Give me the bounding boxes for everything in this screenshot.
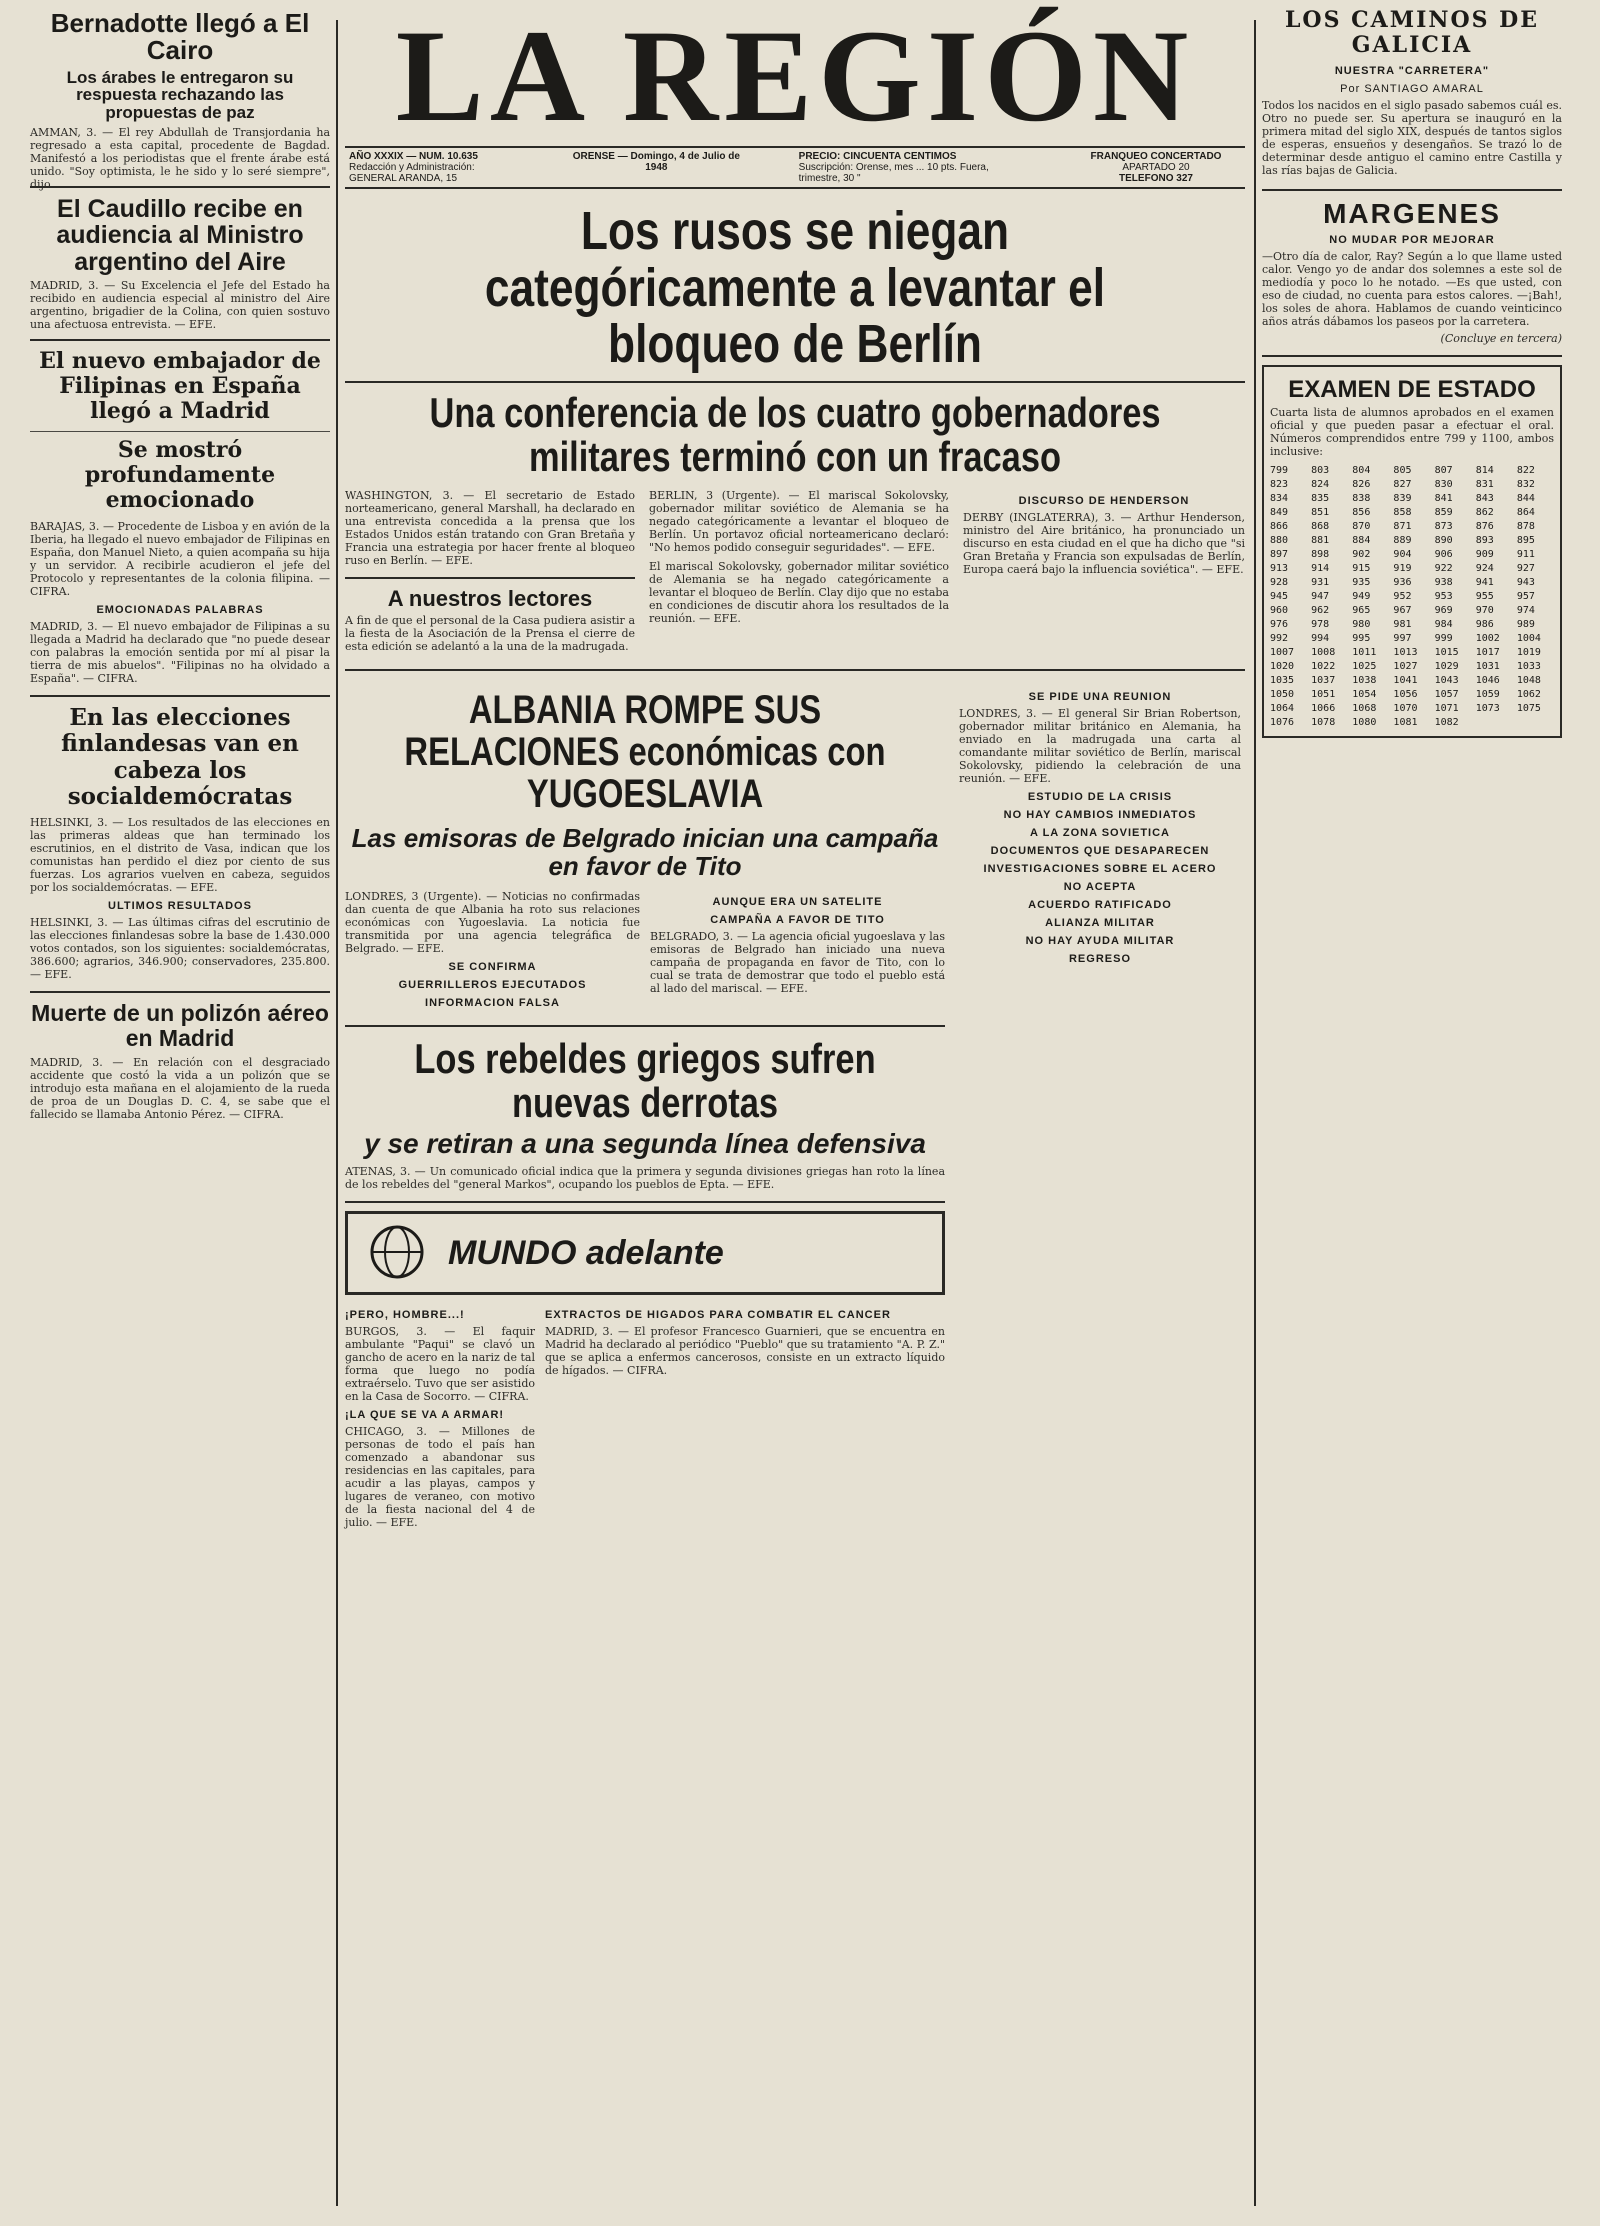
grade-number: 1004	[1516, 633, 1541, 645]
grade-number: 989	[1516, 619, 1535, 631]
subhead-henderson: DISCURSO DE HENDERSON	[1018, 495, 1190, 508]
grade-number: 868	[1311, 521, 1330, 533]
headline-emocionado: Se mostró profundamente emocionado	[84, 436, 276, 514]
article-london: LONDRES, 3. — El general Sir Brian Robertson, gobernador militar británico en Alemania, ha enviado en la madrugada una carta al comandante militar soviético de Berlín, mariscal Sokolovsky, pidiendo la celebración de una reunión. — EFE.	[959, 707, 1241, 786]
grade-number: 947	[1311, 591, 1330, 603]
subhead-reunion: SE PIDE UNA REUNION	[1028, 691, 1172, 704]
subhead-armar: ¡LA QUE SE VA A ARMAR!	[345, 1408, 505, 1421]
grade-number: 919	[1393, 563, 1412, 575]
center-column	[345, 0, 1245, 1529]
grade-number: 904	[1393, 549, 1412, 561]
grade-number: 866	[1270, 521, 1289, 533]
grade-number: 864	[1516, 507, 1535, 519]
mundo-adelante-box	[345, 1211, 945, 1295]
grade-number: 980	[1352, 619, 1371, 631]
grade-number: 884	[1352, 535, 1371, 547]
grade-number: 1059	[1475, 689, 1500, 701]
article-higados: MADRID, 3. — El profesor Francesco Guarnieri, que se encuentra en Madrid ha declarado al periódico "Pueblo" que su tratamiento "A. P. Z." que se aplica a enfermos cancerosos, consiste en un extracto líquido de hígados. — CIFRA.	[545, 1324, 945, 1377]
margenes-subtitle: NO MUDAR POR MEJORAR	[1329, 233, 1495, 246]
grade-number: 909	[1475, 549, 1494, 561]
grade-number: 999	[1434, 633, 1453, 645]
subhead-cambios: NO HAY CAMBIOS INMEDIATOS	[1003, 809, 1197, 822]
grade-number: 830	[1434, 479, 1453, 491]
grade-number: 1070	[1393, 703, 1418, 715]
subhead-pero-hombre: ¡PERO, HOMBRE...!	[345, 1308, 465, 1321]
grade-number: 960	[1270, 605, 1289, 617]
grade-number: 1002	[1475, 633, 1500, 645]
caminos-author: Por SANTIAGO AMARAL	[1340, 82, 1484, 95]
subhead-no-ayuda: NO HAY AYUDA MILITAR	[1025, 935, 1175, 948]
article-washington: WASHINGTON, 3. — El secretario de Estado norteamericano, general Marshall, ha declarado en una entrevista concedida a la prensa que los Estados Unidos están tratando con Gran Bretaña y Francia una estrategia por hacer frente al bloqueo ruso en Berlín. — EFE.	[345, 489, 635, 568]
headline-albania: ALBANIA ROMPE SUS RELACIONES económicas con YUGOESLAVIA	[404, 688, 886, 817]
grade-number: 856	[1352, 507, 1371, 519]
article-margenes: —Otro día de calor, Ray? Según a lo que llame usted calor. Vengo yo de andar dos solemnes a este sol de mediodía y poco lo he notado. —Es que usted, con eso de ciudad, no cuenta para estos calores. —¡Bah!, los soles de ahora. Hablamos de cuando veinticinco años atrás dábamos los paseos por la carretera.	[1262, 249, 1562, 328]
grade-number: 1071	[1434, 703, 1459, 715]
masthead-postage: FRANQUEO CONCERTADO	[1090, 151, 1222, 162]
grade-number: 871	[1393, 521, 1412, 533]
grade-number: 841	[1434, 493, 1453, 505]
grade-number: 984	[1434, 619, 1453, 631]
headline-lectores: A nuestros lectores	[387, 586, 593, 612]
grade-number: 1007	[1270, 647, 1295, 659]
grade-number: 862	[1475, 507, 1494, 519]
article-albania: LONDRES, 3 (Urgente). — Noticias no confirmadas dan cuenta de que Albania ha roto sus relaciones económicas con Yugoeslavia. La noticia fue transmitida por una agencia telegráfica de Belgrado. — EFE.	[345, 889, 640, 955]
caminos-subtitle: NUESTRA "CARRETERA"	[1334, 64, 1490, 77]
subhead-regreso: REGRESO	[1068, 953, 1131, 966]
grade-number: 1025	[1352, 661, 1377, 673]
grade-number: 1078	[1311, 717, 1336, 729]
grade-number: 962	[1311, 605, 1330, 617]
mundo-logo-text: MUNDO adelante	[448, 1233, 724, 1272]
subhead-confirma: SE CONFIRMA	[448, 960, 537, 973]
subhead-satelite: AUNQUE ERA UN SATELITE	[712, 895, 883, 908]
grade-number: 897	[1270, 549, 1289, 561]
grade-number: 1068	[1352, 703, 1377, 715]
grade-number: 955	[1475, 591, 1494, 603]
article-caminos: Todos los nacidos en el siglo pasado sabemos cuál es. Otro no puede ser. Su apertura se inauguró en la primera mitad del siglo XIX, después de tantos siglos de esperas, ensueños y desengaños. Se trazó lo de determinar desde antiguo el camino entre Castilla y las rías bajas de Galicia.	[1262, 98, 1562, 177]
masthead-info-row	[345, 146, 1245, 189]
examen-intro: Cuarta lista de alumnos aprobados en el examen oficial y que pueden pasar a efectuar el oral. Números comprendidos entre 799 y 1100, ambos inclusive:	[1270, 406, 1554, 459]
grade-number: 941	[1475, 577, 1494, 589]
headline-polizon: Muerte de un polizón aéreo en Madrid	[31, 1000, 329, 1051]
headline-bernadotte: Bernadotte llegó a El Cairo	[50, 8, 310, 66]
subhead-documentos: DOCUMENTOS QUE DESAPARECEN	[990, 845, 1210, 858]
grade-number: 807	[1434, 465, 1453, 477]
left-column	[30, 0, 330, 1121]
grade-number: 1031	[1475, 661, 1500, 673]
examen-box	[1262, 365, 1562, 738]
grade-number: 824	[1311, 479, 1330, 491]
grade-number: 1011	[1352, 647, 1377, 659]
grade-number: 1017	[1475, 647, 1500, 659]
article-griegos: ATENAS, 3. — Un comunicado oficial indica que la primera y segunda divisiones griegas han roto la línea de los rebeldes del "general Markos", ocupando los pueblos de Epta. — EFE.	[345, 1164, 945, 1191]
grade-number: 827	[1393, 479, 1412, 491]
continuation-note: (Concluye en tercera)	[1440, 331, 1562, 345]
article-ultimos: HELSINKI, 3. — Las últimas cifras del escrutinio de las elecciones finlandesas sobre la base de 1.430.000 votos contados, son los siguientes: socialdemócratas, 386.600; agrarios, 346.900; conservadores, 235.800. — EFE.	[30, 916, 330, 982]
grade-number: 1057	[1434, 689, 1459, 701]
grade-number: 974	[1516, 605, 1535, 617]
grade-number: 893	[1475, 535, 1494, 547]
grade-number: 804	[1352, 465, 1371, 477]
article-bernadotte: AMMAN, 3. — El rey Abdullah de Transjordania ha regresado a esta capital, procedente de Bagdad. Manifestó a los periodistas que el frente árabe está unido. "Soy optimista, le he sido y lo seré siempre", dijo.	[30, 126, 330, 192]
grade-number: 953	[1434, 591, 1453, 603]
grade-number: 936	[1393, 577, 1412, 589]
grade-number: 1066	[1311, 703, 1336, 715]
grade-number: 913	[1270, 563, 1289, 575]
subhead-estudio: ESTUDIO DE LA CRISIS	[1027, 791, 1173, 804]
grade-number: 873	[1434, 521, 1453, 533]
grade-number: 832	[1516, 479, 1535, 491]
grade-number: 1054	[1352, 689, 1377, 701]
subhead-bernadotte: Los árabes le entregaron su respuesta rechazando las propuestas de paz	[66, 67, 294, 123]
subhead-higados: EXTRACTOS DE HIGADOS PARA COMBATIR EL CANCER	[545, 1308, 891, 1321]
masthead-redaccion: Redacción y Administración: GENERAL ARANDA, 15	[349, 162, 475, 184]
subhead-investigaciones: INVESTIGACIONES SOBRE EL ACERO	[983, 863, 1217, 876]
grade-number: 952	[1393, 591, 1412, 603]
grade-number: 843	[1475, 493, 1494, 505]
masthead-issue: AÑO XXXIX — NUM. 10.635	[349, 151, 478, 162]
subhead-ultimos: ULTIMOS RESULTADOS	[108, 900, 252, 913]
grade-number: 1076	[1270, 717, 1295, 729]
article-finlandia: HELSINKI, 3. — Los resultados de las elecciones en las primeras aldeas que han terminado los escrutinios, en el distrito de Vasa, indican que los comunistas han perdido el diez por ciento de sus fuerzas. Los agrarios vuelven en cabeza, seguidos por los socialdemócratas. — EFE.	[30, 816, 330, 895]
grade-number: 803	[1311, 465, 1330, 477]
headline-margenes: MARGENES	[1323, 197, 1501, 229]
subhead-griegos: y se retiran a una segunda línea defensiva	[364, 1128, 926, 1160]
article-lectores: A fin de que el personal de la Casa pudiera asistir a la fiesta de la Asociación de la Prensa el cierre de esta edición se adelantó a la una de la madrugada.	[345, 614, 635, 654]
grade-number: 949	[1352, 591, 1371, 603]
grade-number: 978	[1311, 619, 1330, 631]
grade-number: 889	[1393, 535, 1412, 547]
grade-number: 992	[1270, 633, 1289, 645]
grade-number: 898	[1311, 549, 1330, 561]
grade-number: 938	[1434, 577, 1453, 589]
grade-number: 924	[1475, 563, 1494, 575]
grade-number: 986	[1475, 619, 1494, 631]
grade-number: 1013	[1393, 647, 1418, 659]
grade-number: 878	[1516, 521, 1535, 533]
headline-caminos: LOS CAMINOS DE GALICIA	[1284, 7, 1540, 59]
subhead-no-acepta: NO ACEPTA	[1063, 881, 1137, 894]
grade-number: 849	[1270, 507, 1289, 519]
grade-number: 1046	[1475, 675, 1500, 687]
grade-number: 1051	[1311, 689, 1336, 701]
grade-number: 1022	[1311, 661, 1336, 673]
grade-number: 1064	[1270, 703, 1295, 715]
grade-number: 823	[1270, 479, 1289, 491]
grade-number: 931	[1311, 577, 1330, 589]
grade-number: 927	[1516, 563, 1535, 575]
grade-number: 915	[1352, 563, 1371, 575]
grade-number: 814	[1475, 465, 1494, 477]
grade-number: 839	[1393, 493, 1412, 505]
grade-number: 911	[1516, 549, 1535, 561]
grade-number: 1043	[1434, 675, 1459, 687]
grade-number: 976	[1270, 619, 1289, 631]
article-henderson: DERBY (INGLATERRA), 3. — Arthur Henderson, ministro del Aire británico, ha pronunciado un discurso en esta ciudad en el que ha dicho que "si Gran Bretaña y Francia son expulsadas de Berlín, Europa caerá bajo la influencia soviética". — EFE.	[963, 511, 1245, 577]
second-headline: Una conferencia de los cuatro gobernadores militares terminó con un fracaso	[429, 389, 1161, 481]
grade-number: 957	[1516, 591, 1535, 603]
grade-number: 970	[1475, 605, 1494, 617]
subhead-tito: CAMPAÑA A FAVOR DE TITO	[710, 913, 885, 926]
grade-number: 805	[1393, 465, 1412, 477]
grade-number: 834	[1270, 493, 1289, 505]
masthead-apartado: APARTADO 20	[1122, 162, 1190, 173]
headline-finlandia: En las elecciones finlandesas van en cabeza los socialdemócratas	[61, 703, 299, 810]
grade-number: 1048	[1516, 675, 1541, 687]
grade-number: 935	[1352, 577, 1371, 589]
grade-number: 799	[1270, 465, 1289, 477]
masthead-subscription: Suscripción: Orense, mes ... 10 pts. Fuera, trimestre, 30 "	[798, 162, 989, 184]
grade-number: 1038	[1352, 675, 1377, 687]
grade-number: 1082	[1434, 717, 1459, 729]
subhead-acuerdo: ACUERDO RATIFICADO	[1028, 899, 1172, 912]
right-column	[1262, 0, 1562, 738]
subhead-emocionadas: EMOCIONADAS PALABRAS	[96, 603, 264, 616]
article-sokolovsky: El mariscal Sokolovsky, gobernador militar soviético de Alemania se ha negado categóricamente a levantar el bloqueo de Berlín. Clay dijo que no estaba en condiciones de discutir ahora los resultados de la reunión. — EFE.	[649, 560, 949, 626]
headline-caudillo: El Caudillo recibe en audiencia al Ministro argentino del Aire	[56, 195, 304, 276]
grade-number: 914	[1311, 563, 1330, 575]
examen-grade-list	[1270, 464, 1554, 730]
subhead-alianza: ALIANZA MILITAR	[1045, 917, 1155, 930]
article-filipinas: BARAJAS, 3. — Procedente de Lisboa y en avión de la Iberia, ha llegado el nuevo embajador de Filipinas en España, don Manuel Nieto, a quien acompaña su hija y un servidor. A recibirle acudieron el jefe del Protocolo y representantes de la colonia filipina. — CIFRA.	[30, 519, 330, 598]
grade-number: 838	[1352, 493, 1371, 505]
grade-number: 943	[1516, 577, 1535, 589]
grade-number: 1037	[1311, 675, 1336, 687]
grade-number: 880	[1270, 535, 1289, 547]
grade-number: 1035	[1270, 675, 1295, 687]
main-headline: Los rusos se niegan categóricamente a levantar el bloqueo de Berlín	[484, 201, 1106, 375]
headline-examen: EXAMEN DE ESTADO	[1288, 375, 1536, 403]
grade-number: 1081	[1393, 717, 1418, 729]
article-emocionadas: MADRID, 3. — El nuevo embajador de Filipinas a su llegada a Madrid ha declarado que "no puede desear con palabras la emoción sentida por mí al pisar la tierra de mis abuelos". "Filipinas no ha olvidado a España". — CIFRA.	[30, 619, 330, 685]
grade-number: 906	[1434, 549, 1453, 561]
grade-number: 881	[1311, 535, 1330, 547]
grade-number: 981	[1393, 619, 1412, 631]
grade-number: 1073	[1475, 703, 1500, 715]
article-pero-hombre: BURGOS, 3. — El faquir ambulante "Paqui" se clavó un gancho de acero en la nariz de tal forma que luego no podía extraérselo. Tuvo que ser asistido en la Casa de Socorro. — CIFRA.	[345, 1324, 535, 1403]
grade-number: 858	[1393, 507, 1412, 519]
grade-number: 994	[1311, 633, 1330, 645]
grade-number: 965	[1352, 605, 1371, 617]
grade-number: 902	[1352, 549, 1371, 561]
headline-griegos: Los rebeldes griegos sufren nuevas derrotas	[414, 1034, 876, 1127]
subhead-guerrilleros: GUERRILLEROS EJECUTADOS	[398, 978, 587, 991]
grade-number: 1008	[1311, 647, 1336, 659]
grade-number: 1080	[1352, 717, 1377, 729]
grade-number: 1033	[1516, 661, 1541, 673]
grade-number: 1056	[1393, 689, 1418, 701]
subhead-albania: Las emisoras de Belgrado inician una campaña en favor de Tito	[351, 823, 939, 881]
grade-number: 822	[1516, 465, 1535, 477]
grade-number: 870	[1352, 521, 1371, 533]
masthead-price: PRECIO: CINCUENTA CENTIMOS	[798, 151, 957, 162]
grade-number: 945	[1270, 591, 1289, 603]
grade-number: 859	[1434, 507, 1453, 519]
grade-number: 922	[1434, 563, 1453, 575]
subhead-zona: A LA ZONA SOVIETICA	[1030, 827, 1170, 840]
grade-number: 995	[1352, 633, 1371, 645]
grade-number: 1062	[1516, 689, 1541, 701]
grade-number: 1015	[1434, 647, 1459, 659]
grade-number: 876	[1475, 521, 1494, 533]
grade-number: 1075	[1516, 703, 1541, 715]
article-berlin: BERLIN, 3 (Urgente). — El mariscal Sokolovsky, gobernador militar soviético de Alemania se ha negado categóricamente a levantar el bloqueo de Berlín. Un portavoz oficial norteamericano declaró: "No hemos podido conseguir seguridades". — EFE.	[649, 489, 949, 555]
grade-number: 969	[1434, 605, 1453, 617]
grade-number: 851	[1311, 507, 1330, 519]
masthead-title: LA REGIÓN	[395, 2, 1195, 149]
masthead-phone: TELEFONO 327	[1119, 173, 1193, 184]
grade-number: 831	[1475, 479, 1494, 491]
grade-number: 1050	[1270, 689, 1295, 701]
grade-number: 997	[1393, 633, 1412, 645]
grade-number: 928	[1270, 577, 1289, 589]
article-armar: CHICAGO, 3. — Millones de personas de todo el país han comenzado a abandonar sus residencias en las capitales, para acudir a las playas, campos y lugares de veraneo, con motivo de la fiesta nacional del 4 de julio. — EFE.	[345, 1424, 535, 1529]
grade-number: 895	[1516, 535, 1535, 547]
grade-number: 1019	[1516, 647, 1541, 659]
grade-number: 890	[1434, 535, 1453, 547]
subhead-info-falsa: INFORMACION FALSA	[425, 996, 560, 1009]
grade-number: 826	[1352, 479, 1371, 491]
globe-icon	[362, 1222, 432, 1282]
grade-number: 967	[1393, 605, 1412, 617]
grade-number: 1020	[1270, 661, 1295, 673]
grade-number: 1029	[1434, 661, 1459, 673]
headline-filipinas: El nuevo embajador de Filipinas en España llegó a Madrid	[39, 347, 321, 425]
article-tito: BELGRADO, 3. — La agencia oficial yugoeslava y las emisoras de Belgrado han iniciado una nueva campaña de propaganda en favor de Tito, con lo cual se trata de demostrar que todo el pueblo está al lado del mariscal. — EFE.	[650, 929, 945, 995]
grade-number: 1041	[1393, 675, 1418, 687]
grade-number: 844	[1516, 493, 1535, 505]
masthead-city-date: ORENSE — Domingo, 4 de Julio de 1948	[572, 151, 740, 173]
article-caudillo: MADRID, 3. — Su Excelencia el Jefe del Estado ha recibido en audiencia especial al ministro del Aire argentino, brigadier de la Colina, con quien sostuvo una afectuosa entrevista. — EFE.	[30, 278, 330, 331]
grade-number: 1027	[1393, 661, 1418, 673]
article-polizon: MADRID, 3. — En relación con el desgraciado accidente que costó la vida a un polizón que se introdujo esta mañana en el alojamiento de la rueda de proa de un Douglas D. C. 4, se sabe que el fallecido se llamaba Antonio Pérez. — CIFRA.	[30, 1055, 330, 1121]
grade-number: 835	[1311, 493, 1330, 505]
